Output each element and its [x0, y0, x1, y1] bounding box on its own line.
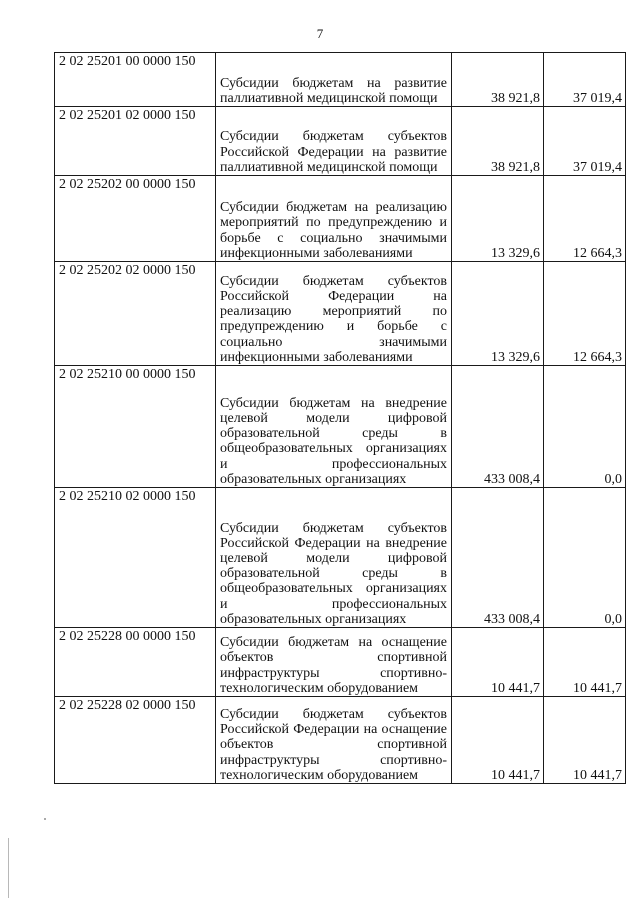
table-row [55, 488, 626, 628]
table-row [55, 628, 626, 697]
budget-code: 2 02 25201 00 0000 150 [55, 53, 216, 107]
revenue-name: Субсидии бюджетам на оснащение объектов спортивной инфраструктуры спортивно-технологическим оборудованием [216, 628, 452, 697]
scan-margin-line [8, 838, 9, 898]
amount-second: 12 664,3 [544, 262, 626, 366]
revenue-name: Субсидии бюджетам субъектов Российской Федерации на реализацию мероприятий по предупреждению и борьбе с социально значимыми инфекционными заболеваниями [216, 262, 452, 366]
amount-first: 433 008,4 [452, 488, 544, 628]
budget-code: 2 02 25202 02 0000 150 [55, 262, 216, 366]
amount-second: 37 019,4 [544, 107, 626, 176]
amount-first: 38 921,8 [452, 53, 544, 107]
amount-second: 37 019,4 [544, 53, 626, 107]
budget-code: 2 02 25210 00 0000 150 [55, 366, 216, 488]
table-row [55, 107, 626, 176]
table-row [55, 366, 626, 488]
budget-code: 2 02 25202 00 0000 150 [55, 176, 216, 262]
page-number: 7 [316, 26, 324, 41]
budget-table [54, 52, 626, 784]
scan-speck [44, 818, 46, 820]
table-row [55, 176, 626, 262]
amount-first: 10 441,7 [452, 697, 544, 784]
revenue-name: Субсидии бюджетам субъектов Российской Федерации на развитие паллиативной медицинской помощи [216, 107, 452, 176]
revenue-name: Субсидии бюджетам на реализацию мероприятий по предупреждению и борьбе с социально значимыми инфекционными заболеваниями [216, 176, 452, 262]
amount-second: 12 664,3 [544, 176, 626, 262]
amount-first: 10 441,7 [452, 628, 544, 697]
table-row [55, 53, 626, 107]
amount-second: 10 441,7 [544, 628, 626, 697]
amount-second: 0,0 [544, 366, 626, 488]
amount-first: 433 008,4 [452, 366, 544, 488]
amount-second: 0,0 [544, 488, 626, 628]
amount-first: 13 329,6 [452, 262, 544, 366]
revenue-name: Субсидии бюджетам на внедрение целевой модели цифровой образовательной среды в общеобразовательных организациях и профессиональных образовательных организациях [216, 366, 452, 488]
budget-code: 2 02 25210 02 0000 150 [55, 488, 216, 628]
budget-code: 2 02 25228 02 0000 150 [55, 697, 216, 784]
revenue-name: Субсидии бюджетам на развитие паллиативной медицинской помощи [216, 53, 452, 107]
amount-first: 13 329,6 [452, 176, 544, 262]
budget-code: 2 02 25228 00 0000 150 [55, 628, 216, 697]
amount-second: 10 441,7 [544, 697, 626, 784]
table-row [55, 262, 626, 366]
budget-code: 2 02 25201 02 0000 150 [55, 107, 216, 176]
table-row [55, 697, 626, 784]
amount-first: 38 921,8 [452, 107, 544, 176]
revenue-name: Субсидии бюджетам субъектов Российской Федерации на оснащение объектов спортивной инфраструктуры спортивно-технологическим оборудованием [216, 697, 452, 784]
revenue-name: Субсидии бюджетам субъектов Российской Федерации на внедрение целевой модели цифровой образовательной среды в общеобразовательных организациях и профессиональных образовательных организациях [216, 488, 452, 628]
